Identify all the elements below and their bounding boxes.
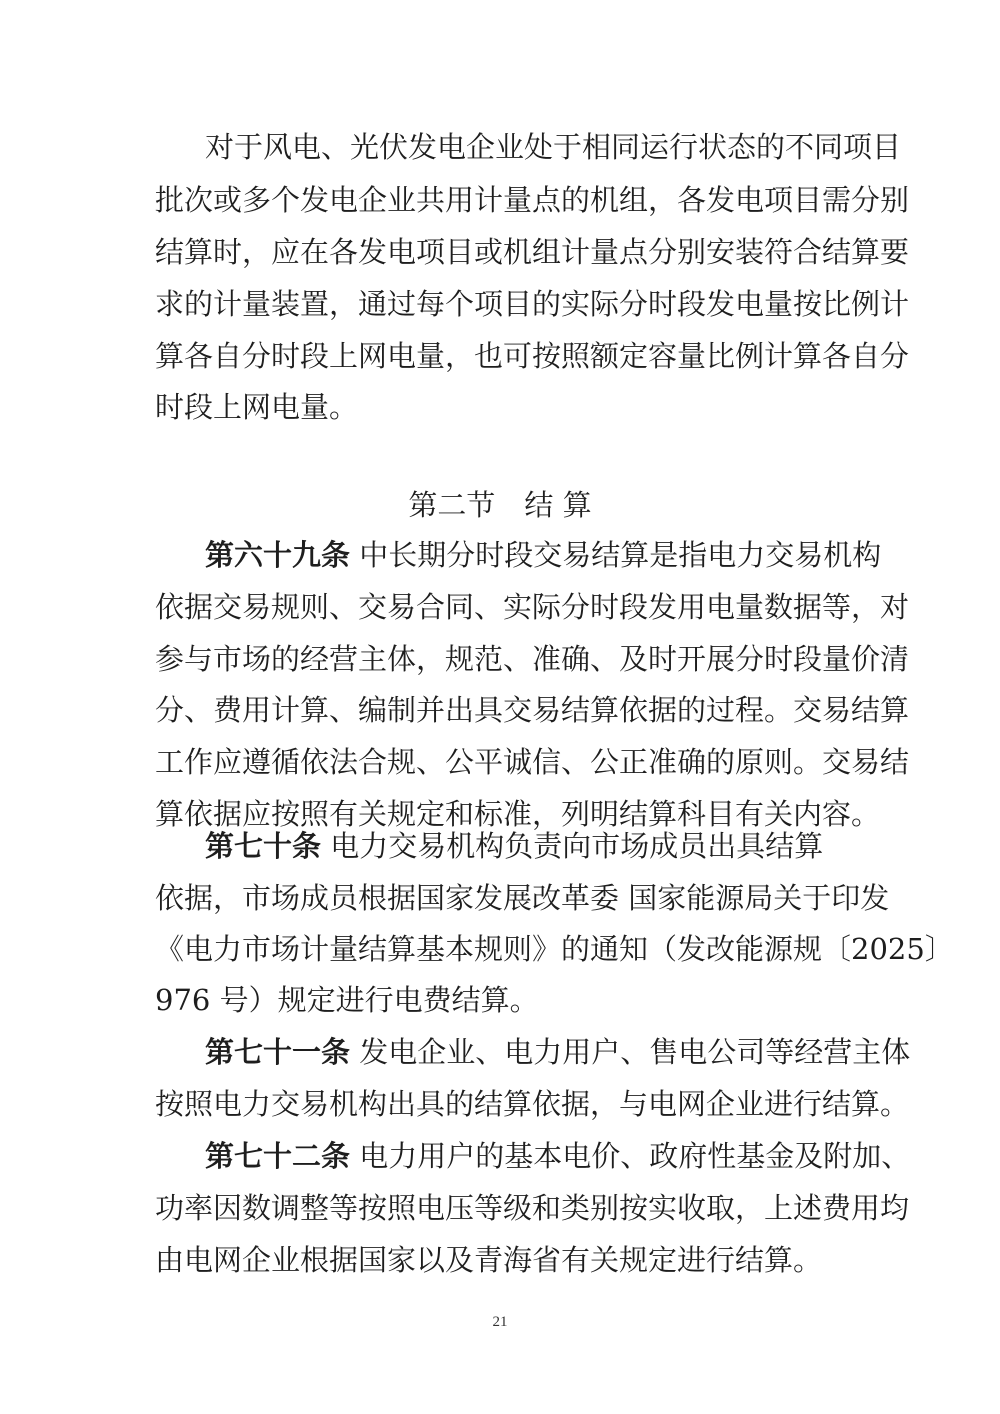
article-label: 第六十九条 (205, 538, 351, 572)
text-line: 结算时，应在各发电项目或机组计量点分别安装符合结算要 (155, 235, 910, 269)
text-line: 时段上网电量。 (155, 390, 359, 424)
text-line: 由电网企业根据国家以及青海省有关规定进行结算。 (155, 1243, 823, 1277)
article-text: 发电企业、电力用户、售电公司等经营主体 (359, 1035, 911, 1069)
text-line: 算各自分时段上网电量，也可按照额定容量比例计算各自分 (155, 339, 910, 373)
article-text: 电力交易机构负责向市场成员出具结算 (330, 829, 824, 863)
page-number: 21 (492, 1314, 508, 1330)
text-line: 批次或多个发电企业共用计量点的机组，各发电项目需分别 (155, 183, 910, 217)
article-text: 电力用户的基本电价、政府性基金及附加、 (359, 1139, 911, 1173)
text-line: 参与市场的经营主体，规范、准确、及时开展分时段量价清 (155, 642, 910, 676)
article-first-line (205, 535, 882, 575)
article-text: 中长期分时段交易结算是指电力交易机构 (359, 538, 882, 572)
text-line: 功率因数调整等按照电压等级和类别按实收取，上述费用均 (155, 1191, 910, 1225)
article-label: 第七十一条 (205, 1035, 351, 1069)
text-line: 976 号）规定进行电费结算。 (155, 983, 539, 1017)
article-label: 第七十条 (205, 829, 322, 863)
text-line: 求的计量装置，通过每个项目的实际分时段发电量按比例计 (155, 287, 910, 321)
text-line: 对于风电、光伏发电企业处于相同运行状态的不同项目 (205, 130, 902, 164)
text-line: 工作应遵循依法合规、公平诚信、公正准确的原则。交易结 (155, 745, 910, 779)
section-heading: 第二节 结 算 (408, 488, 592, 522)
text-line: 按照电力交易机构出具的结算依据，与电网企业进行结算。 (155, 1087, 910, 1121)
article-first-line (205, 1136, 911, 1176)
text-line: 算依据应按照有关规定和标准，列明结算科目有关内容。 (155, 797, 881, 831)
article-label: 第七十二条 (205, 1139, 351, 1173)
text-line: 依据，市场成员根据国家发展改革委 国家能源局关于印发 (155, 881, 890, 915)
text-line: 分、费用计算、编制并出具交易结算依据的过程。交易结算 (155, 693, 910, 727)
text-line: 依据交易规则、交易合同、实际分时段发用电量数据等，对 (155, 590, 910, 624)
article-first-line (205, 826, 845, 866)
article-first-line (205, 1032, 911, 1072)
text-line: 《电力市场计量结算基本规则》的通知（发改能源规〔2025〕 (155, 932, 954, 966)
